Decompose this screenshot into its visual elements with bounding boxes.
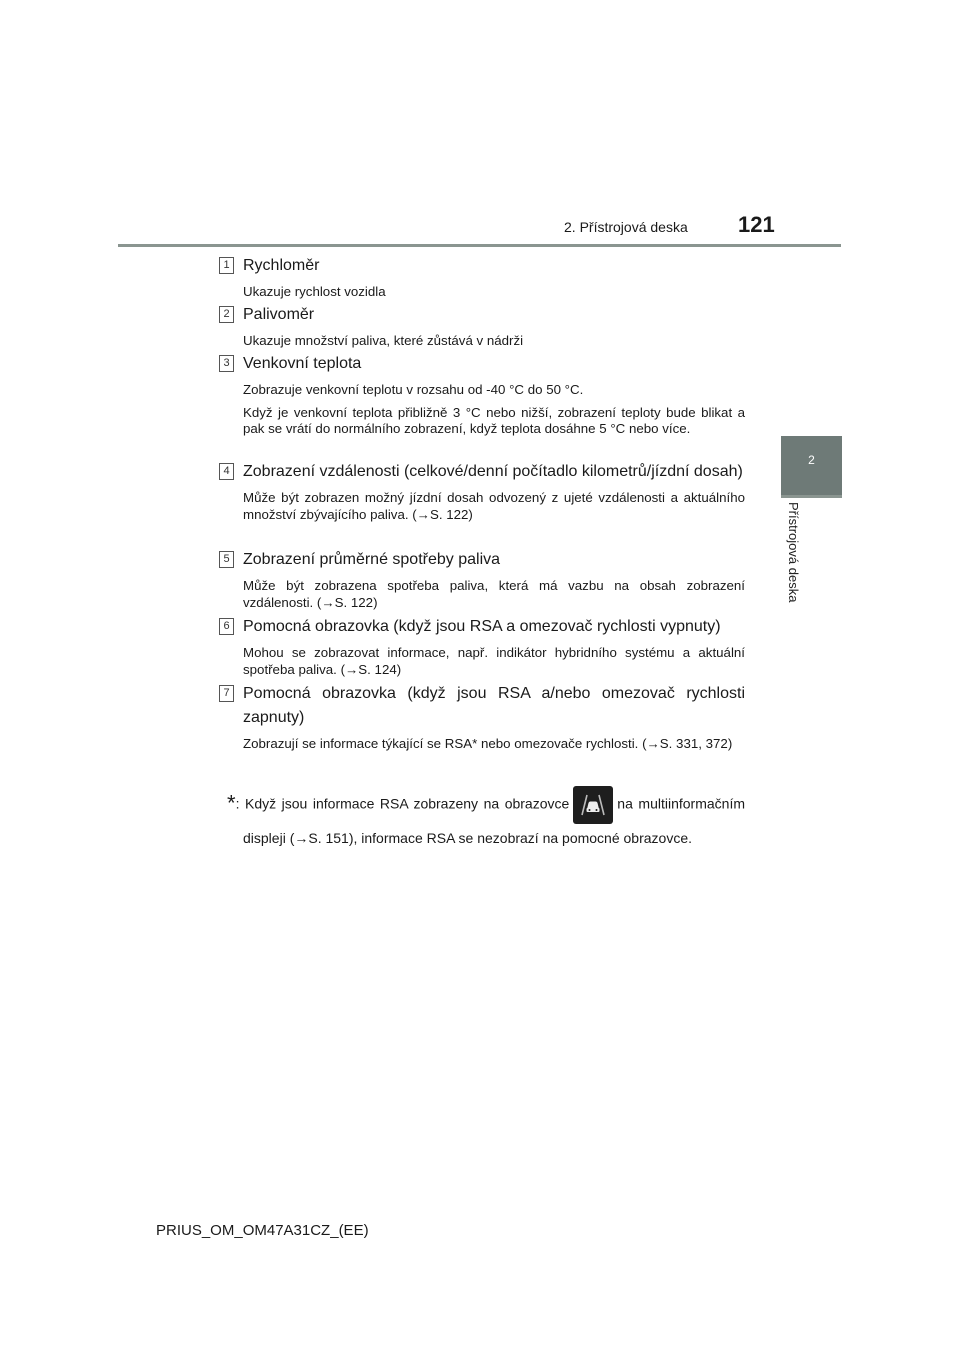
list-item — [219, 548, 745, 611]
chapter-label: Přístrojová deska — [786, 502, 801, 603]
item-number-badge: 1 — [219, 257, 234, 274]
chapter-number-tab — [781, 436, 842, 495]
list-item — [219, 682, 745, 753]
item-title: Rychloměr — [243, 257, 320, 274]
item-title: Pomocná obrazovka (když jsou RSA a omezovač rychlosti vypnuty) — [243, 618, 721, 635]
item-number-badge: 2 — [219, 306, 234, 323]
item-number-badge: 3 — [219, 355, 234, 372]
item-description: Může být zobrazen možný jízdní dosah odvozený z ujeté vzdálenosti a aktuálního množství zbývajícího paliva. (→S. 122) — [243, 490, 745, 522]
item-number-badge: 7 — [219, 685, 234, 702]
item-description: Může být zobrazena spotřeba paliva, která má vazbu na obsah zobrazení vzdálenosti. (→S. 122) — [243, 578, 745, 610]
item-title: Zobrazení průměrné spotřeby paliva — [243, 551, 501, 568]
list-item — [219, 460, 745, 523]
item-title: Pomocná obrazovka (když jsou RSA a/nebo omezovač rychlosti zapnuty) — [243, 685, 745, 726]
footnote — [227, 786, 745, 852]
chapter-number: 2 — [808, 453, 815, 467]
item-description: Když je venkovní teplota přibližně 3 °C nebo nižší, zobrazení teploty bude blikat a pak se vrátí do normálního zobrazení, když teplota dosáhne 5 °C nebo více. — [243, 404, 745, 436]
item-number-badge: 6 — [219, 618, 234, 635]
footnote-text-after-icon: na multiinformačním displeji (→S. 151), informace RSA se nezobrazí na pomocné obrazovce. — [243, 795, 745, 846]
list-item — [219, 254, 745, 301]
item-number-badge: 4 — [219, 463, 234, 480]
footnote-marker: * — [227, 790, 236, 816]
item-description: Mohou se zobrazovat informace, např. indikátor hybridního systému a aktuální spotřeba paliva. (→S. 124) — [243, 645, 745, 677]
item-title: Zobrazení vzdálenosti (celkové/denní počítadlo kilometrů/jízdní dosah) — [243, 463, 743, 480]
item-description: Zobrazují se informace týkající se RSA* nebo omezovače rychlosti. (→S. 331, 372) — [243, 736, 733, 751]
item-title: Palivoměr — [243, 306, 315, 323]
list-item — [219, 615, 745, 678]
list-item — [219, 303, 745, 350]
driving-assist-car-icon — [573, 786, 613, 824]
section-title: 2. Přístrojová deska — [564, 219, 688, 235]
item-description: Ukazuje rychlost vozidla — [243, 284, 386, 299]
item-title: Venkovní teplota — [243, 355, 362, 372]
item-description: Ukazuje množství paliva, které zůstává v nádrži — [243, 333, 524, 348]
document-code: PRIUS_OM_OM47A31CZ_(EE) — [156, 1222, 369, 1239]
header-divider — [118, 244, 841, 247]
item-number-badge: 5 — [219, 551, 234, 568]
list-item — [219, 352, 745, 438]
page-number: 121 — [738, 212, 775, 237]
side-divider — [781, 495, 842, 498]
item-description: Zobrazuje venkovní teplotu v rozsahu od -40 °C do 50 °C. — [243, 382, 584, 397]
footnote-text-before-icon: : Když jsou informace RSA zobrazeny na obrazovce — [235, 795, 570, 812]
